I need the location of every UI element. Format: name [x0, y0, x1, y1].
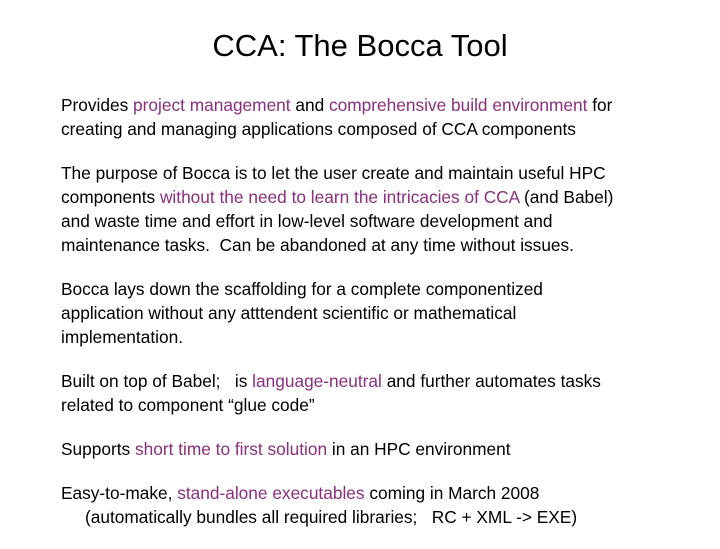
text-segment: The purpose of Bocca is to let the user create and maintain useful HPC: [61, 163, 606, 183]
bullet-paragraph: [61, 369, 701, 417]
text-segment: and: [290, 95, 330, 115]
text-segment: implementation.: [61, 327, 183, 347]
bullet-paragraph: [61, 437, 701, 461]
text-segment: (and Babel): [519, 187, 614, 207]
highlighted-phrase: short time to first solution: [134, 439, 328, 459]
text-segment: Supports: [61, 439, 135, 459]
text-segment: maintenance tasks. Can be abandoned at any time without issues.: [61, 235, 574, 255]
text-segment: Bocca lays down the scaffolding for a complete componentized: [61, 279, 543, 299]
text-segment: and waste time and effort in low-level software development and: [61, 211, 553, 231]
text-segment: Built on top of Babel; is: [61, 371, 253, 391]
highlighted-phrase: without the need to learn the intricacies of CCA: [159, 187, 520, 207]
bullet-paragraph: [61, 161, 701, 257]
slide-title: CCA: The Bocca Tool: [212, 28, 508, 63]
highlighted-phrase: language-neutral: [252, 371, 382, 391]
slide-body: [61, 93, 701, 549]
text-segment: coming in March 2008: [364, 483, 540, 503]
highlighted-phrase: comprehensive build environment: [329, 95, 588, 115]
text-segment: in an HPC environment: [327, 439, 511, 459]
text-segment: creating and managing applications composed of CCA components: [61, 119, 576, 139]
bullet-paragraph: [61, 481, 701, 529]
bullet-paragraph: [61, 277, 701, 349]
text-segment: Provides: [61, 95, 134, 115]
highlighted-phrase: project management: [133, 95, 291, 115]
text-segment: application without any atttendent scientific or mathematical: [61, 303, 517, 323]
text-segment: and further automates tasks: [381, 371, 601, 391]
text-segment: components: [61, 187, 160, 207]
text-segment: related to component “glue code”: [61, 395, 315, 415]
highlighted-phrase: stand-alone executables: [177, 483, 365, 503]
text-segment: (automatically bundles all required libraries; RC + XML -> EXE): [61, 507, 578, 527]
bullet-paragraph: [61, 93, 701, 141]
text-segment: for: [587, 95, 613, 115]
text-segment: Easy-to-make,: [61, 483, 178, 503]
